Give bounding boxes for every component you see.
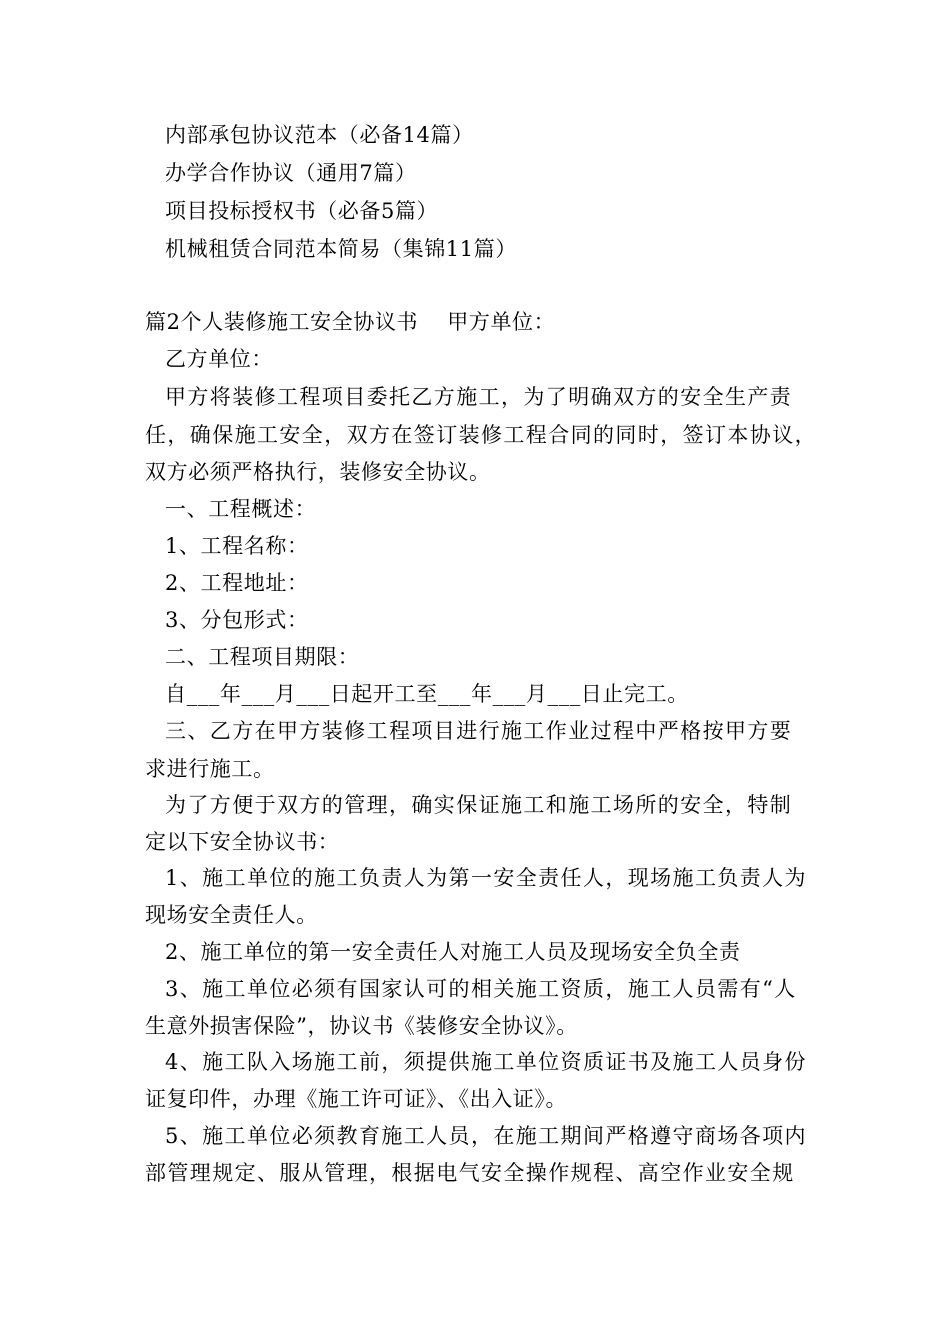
paragraph-line: 3、分包形式： [165,608,309,632]
paragraph-line: 任，确保施工安全，双方在签订装修工程合同的同时，签订本协议， [145,423,817,447]
paragraph-line: 乙方单位： [165,347,273,371]
paragraph-line: 求进行施工。 [145,757,275,781]
paragraph-line: 5、施工单位必须教育施工人员，在施工期间严格遵守商场各项内 [165,1124,807,1148]
paragraph-line: 2、施工单位的第一安全责任人对施工人员及现场安全负全责 [165,940,741,964]
paragraph-line: 为了方便于双方的管理，确实保证施工和施工场所的安全，特制 [165,793,793,817]
paragraph-line: 现场安全责任人。 [145,903,318,927]
paragraph-line: 二、工程项目期限： [165,645,360,669]
section-heading: 篇2个人装修施工安全协议书 甲方单位： [145,310,556,334]
related-link[interactable]: 机械租赁合同范本简易（集锦11篇） [165,237,517,261]
related-link[interactable]: 办学合作协议（通用7篇） [165,161,417,185]
related-link[interactable]: 项目投标授权书（必备5篇） [165,199,439,223]
paragraph-line: 生意外损害保险”，协议书《装修安全协议》。 [145,1014,578,1038]
paragraph-line: 部管理规定、服从管理，根据电气安全操作规程、高空作业安全规 [145,1161,795,1185]
paragraph-line: 双方必须严格执行，装修安全协议。 [145,460,491,484]
related-link[interactable]: 内部承包协议范本（必备14篇） [165,123,474,147]
paragraph-line: 一、工程概述： [165,497,317,521]
paragraph-line: 2、工程地址： [165,571,309,595]
paragraph-line: 定以下安全协议书： [145,830,340,854]
paragraph-line: 4、施工队入场施工前，须提供施工单位资质证书及施工人员身份 [165,1050,807,1074]
paragraph-line: 证复印件，办理《施工许可证》、《出入证》。 [145,1087,568,1111]
paragraph-line: 1、工程名称： [165,534,309,558]
paragraph-line: 3、施工单位必须有国家认可的相关施工资质，施工人员需有“人 [165,977,797,1001]
paragraph-line: 1、施工单位的施工负责人为第一安全责任人，现场施工负责人为 [165,866,807,890]
paragraph-line: 甲方将装修工程项目委托乙方施工，为了明确双方的安全生产责 [165,385,793,409]
paragraph-line: 自___年___月___日起开工至___年___月___日止完工。 [165,682,689,706]
paragraph-line: 三、乙方在甲方装修工程项目进行施工作业过程中严格按甲方要 [165,719,793,743]
